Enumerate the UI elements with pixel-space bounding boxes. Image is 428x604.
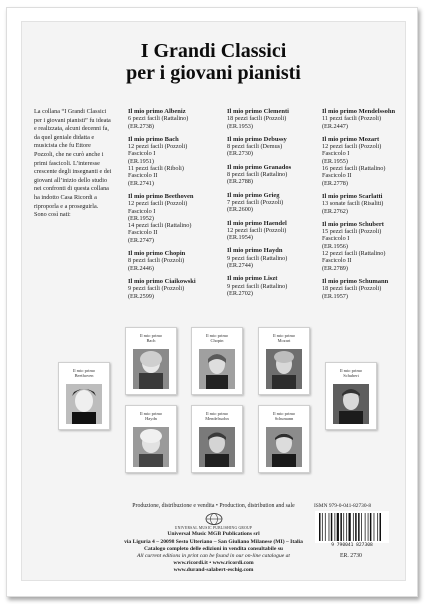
barcode-bar bbox=[358, 513, 360, 541]
barcode-bar bbox=[319, 513, 321, 541]
barcode-bar bbox=[349, 513, 351, 541]
series-subtitle: per i giovani pianisti bbox=[126, 62, 301, 84]
barcode-bar bbox=[380, 513, 382, 541]
book-cover-label: Il mio primo Bach bbox=[139, 333, 163, 344]
portrait-image bbox=[199, 427, 235, 467]
catalog-column-1 bbox=[128, 108, 216, 306]
barcode-bar bbox=[329, 513, 330, 541]
catalog-column-3 bbox=[322, 108, 412, 306]
back-cover bbox=[6, 7, 418, 597]
catalog-entry-details: 13 sonate facili (Risaliti) (ER.2762) bbox=[322, 200, 384, 215]
catalog-code: ER. 2730 bbox=[340, 553, 362, 559]
catalog-entry-details: 8 pezzi facili (Demus) (ER.2730) bbox=[227, 143, 283, 158]
portrait-image bbox=[199, 349, 235, 389]
catalog-note-it: Catalogo completo delle edizioni in vendita consultabile su bbox=[143, 545, 284, 552]
barcode-bar bbox=[343, 513, 344, 541]
book-cover-label: Il mio primo Haydn bbox=[139, 411, 163, 422]
catalog-entry-details: 8 pezzi facili (Rattalino) (ER.2788) bbox=[227, 171, 288, 186]
website-link-2[interactable]: www.durand-salabert-eschig.com bbox=[173, 566, 254, 573]
portrait-image bbox=[133, 427, 169, 467]
book-cover-label: Il mio primo Mendelssohn bbox=[205, 411, 229, 422]
catalog-entry bbox=[128, 193, 216, 244]
catalog-entry-details: 12 pezzi facili (Pozzoli) (ER.1954) bbox=[227, 226, 287, 242]
catalog-entry bbox=[227, 164, 315, 186]
catalog-entry-details: 18 pezzi facili (Pozzoli) (ER.1957) bbox=[322, 285, 382, 300]
book-cover-label: Il mio primo Beethoven bbox=[72, 368, 96, 379]
portrait-image bbox=[333, 384, 369, 424]
catalog-entry-title: Il mio primo Bach bbox=[128, 135, 179, 143]
publisher-address: via Liguria 4 – 20098 Sesto Ulteriano – San Giuliano Milanese (MI) – Italia bbox=[124, 538, 303, 545]
barcode-bar bbox=[340, 513, 342, 541]
catalog-entry-title: Il mio primo Haydn bbox=[227, 247, 283, 255]
barcode-bar bbox=[377, 513, 378, 541]
catalog-entry bbox=[128, 278, 216, 300]
cover-panel bbox=[21, 21, 406, 581]
portrait-image bbox=[133, 349, 169, 389]
catalog-entry-details: 12 pezzi facili (Pozzoli) Fascicolo I (ER.1952) 14 pezzi facili (Rattalino) Fascicolo II (ER.2747) bbox=[128, 200, 192, 244]
ismn-code: ISMN 979-0-041-82730-8 bbox=[314, 503, 372, 509]
catalog-entry-details: 6 pezzi facili (Rattalino) (ER.2738) bbox=[128, 115, 189, 130]
book-cover-haydn bbox=[125, 405, 177, 473]
book-cover-label: Il mio primo Chopin bbox=[205, 333, 229, 344]
portrait-image bbox=[66, 384, 102, 424]
catalog-entry-details: 15 pezzi facili (Pozzoli) Fascicolo I (ER.1956) 12 pezzi facili (Rattalino) Fascicolo II (ER.2789) bbox=[322, 228, 386, 272]
catalog-entry bbox=[322, 278, 412, 300]
catalog-entry bbox=[227, 192, 315, 214]
catalog-entry bbox=[128, 250, 216, 272]
barcode-bar bbox=[325, 513, 326, 541]
catalog-entry-details: 11 pezzi facili (Pozzoli) (ER.2447) bbox=[322, 115, 382, 130]
book-cover-mozart bbox=[258, 327, 310, 395]
book-cover-bach bbox=[125, 327, 177, 395]
book-cover-label: Il mio primo Schumann bbox=[272, 411, 296, 422]
barcode-bar bbox=[337, 513, 339, 541]
catalog-entry-title: Il mio primo Albeniz bbox=[128, 108, 186, 115]
catalog-entry-title: Il mio primo Schumann bbox=[322, 277, 389, 285]
publisher-logo-icon bbox=[205, 513, 223, 525]
barcode-number: 9 790041 827308 bbox=[331, 543, 373, 548]
portrait-image bbox=[266, 427, 302, 467]
catalog-entry-details: 9 pezzi facili (Rattalino) (ER.2702) bbox=[227, 282, 288, 297]
catalog-entry-title: Il mio primo Scarlatti bbox=[322, 192, 383, 200]
catalog-entry-title: Il mio primo Haendel bbox=[227, 219, 287, 227]
catalog-entry bbox=[322, 136, 412, 187]
book-cover-mendelssohn bbox=[191, 405, 243, 473]
barcode-bar bbox=[361, 513, 362, 541]
catalog-entry bbox=[227, 247, 315, 269]
catalog-entry-title: Il mio primo Grieg bbox=[227, 191, 280, 199]
catalog-entry bbox=[128, 136, 216, 187]
series-title: I Grandi Classici bbox=[140, 40, 287, 62]
catalog-entry bbox=[128, 108, 216, 130]
barcode-bar bbox=[346, 513, 347, 541]
barcode-bar bbox=[365, 513, 366, 541]
catalog-entry-details: 8 pezzi facili (Pozzoli) (ER.2446) bbox=[128, 257, 185, 272]
catalog-entry-title: Il mio primo Ciaikowski bbox=[128, 277, 196, 285]
catalog-entry bbox=[227, 108, 315, 130]
barcode-bar bbox=[374, 513, 375, 541]
intro-text: La collana “I Grandi Classici per i giovani pianisti” fu ideata e realizzata, alcuni decenni fa, da quel geniale didatta e musicista che fu Ettore Pozzoli, che ne curò anche i primi fascicoli. L’interesse crescente degli insegnanti e dei giovani all’inizio dello studio nei confronti di questa collana ha indotto Casa Ricordi a riproporla e a proseguirla. Sono così nati: bbox=[34, 108, 112, 219]
catalog-entry-details: 18 pezzi facili (Pozzoli) (ER.1953) bbox=[227, 115, 287, 130]
catalog-entry-details: 7 pezzi facili (Pozzoli) (ER.2600) bbox=[227, 198, 284, 214]
barcode-bar bbox=[335, 513, 336, 541]
catalog-entry-details: 12 pezzi facili (Pozzoli) Fascicolo I (ER.1951) 11 pezzi facili (Riboli) Fascicolo II (ER.2741) bbox=[128, 143, 188, 187]
barcode-bar bbox=[331, 513, 333, 541]
barcode-bar bbox=[368, 513, 369, 541]
barcode-bar bbox=[355, 513, 357, 541]
website-link-1[interactable]: www.ricordi.it • www.ricordi.com bbox=[173, 559, 254, 566]
book-cover-chopin bbox=[191, 327, 243, 395]
publisher-logo-text: UNIVERSAL MUSIC PUBLISHING GROUP bbox=[174, 526, 253, 530]
catalog-entry-title: Il mio primo Mozart bbox=[322, 135, 380, 143]
book-cover-schubert bbox=[325, 362, 377, 430]
catalog-entry-title: Il mio primo Debussy bbox=[227, 135, 287, 143]
book-cover-schumann bbox=[258, 405, 310, 473]
catalog-entry-title: Il mio primo Clementi bbox=[227, 108, 289, 115]
catalog-column-2 bbox=[227, 108, 315, 303]
barcode-bar bbox=[370, 513, 372, 541]
barcode-bar bbox=[353, 513, 354, 541]
catalog-entry bbox=[322, 221, 412, 272]
catalog-entry-title: Il mio primo Beethoven bbox=[128, 192, 194, 200]
catalog-entry-title: Il mio primo Granados bbox=[227, 163, 292, 171]
catalog-entry bbox=[322, 108, 412, 130]
catalog-entry bbox=[322, 193, 412, 215]
catalog-entry-title: Il mio primo Liszt bbox=[227, 275, 278, 283]
catalog-entry-title: Il mio primo Schubert bbox=[322, 220, 384, 228]
catalog-entry-title: Il mio primo Chopin bbox=[128, 250, 186, 258]
book-cover-beethoven bbox=[58, 362, 110, 430]
catalog-entry-title: Il mio primo Mendelssohn bbox=[322, 108, 396, 115]
catalog-entry bbox=[227, 136, 315, 158]
book-cover-label: Il mio primo Mozart bbox=[272, 333, 296, 344]
catalog-note-en: All current editions in print can be found in our on-line catalogue at bbox=[137, 552, 290, 559]
catalog-entry-details: 9 pezzi facili (Pozzoli) (ER.2599) bbox=[128, 285, 185, 300]
catalog-entry-details: 12 pezzi facili (Pozzoli) Fascicolo I (ER.1955) 16 pezzi facili (Rattalino) Fascicolo II (ER.2778) bbox=[322, 143, 386, 187]
portrait-image bbox=[266, 349, 302, 389]
catalog-entry bbox=[227, 275, 315, 297]
production-line: Produzione, distribuzione e vendita • Production, distribution and sale bbox=[132, 503, 295, 509]
book-cover-label: Il mio primo Schubert bbox=[339, 368, 363, 379]
catalog-entry-details: 9 pezzi facili (Rattalino) (ER.2744) bbox=[227, 254, 288, 270]
barcode-image bbox=[315, 511, 389, 543]
catalog-entry bbox=[227, 220, 315, 242]
barcode-bar bbox=[322, 513, 323, 541]
publisher-name: Universal Music MGB Publications srl bbox=[167, 531, 260, 538]
